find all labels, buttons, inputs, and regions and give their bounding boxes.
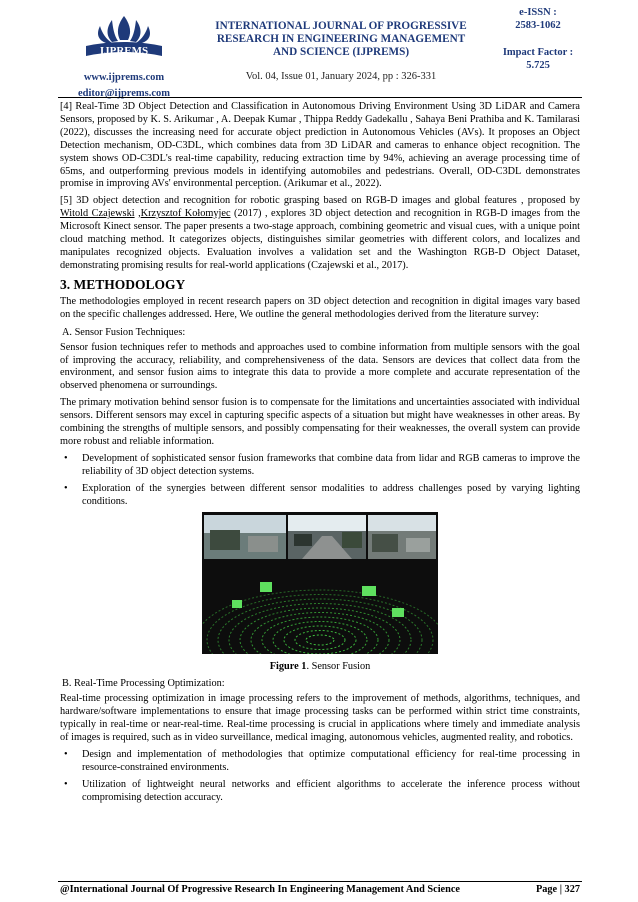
- footer-rule: [58, 881, 582, 882]
- list-item: • Development of sophisticated sensor fusion frameworks that combine data from lidar and RGB cameras to improve the reliability of 3D object detection systems.: [64, 452, 580, 477]
- lidar-ring: [251, 613, 389, 655]
- issn-label: e-ISSN :: [519, 7, 557, 18]
- lidar-ring: [306, 635, 334, 645]
- lidar-ring: [295, 631, 345, 650]
- subsection-b-paragraph-1: Real-time processing optimization in image processing refers to the improvement of methods, algorithms, techniques, and hardware/software implementations to ensure that image processing tasks can be performed within strict time constraints, typically in real-time or near-real-time. Real-time processing is crucial in applications where timely and immediate analysis of images is required, such as in video surveillance, medical imaging, autonomous vehicles, augmented reality, and robotics.: [60, 693, 580, 744]
- bullet-icon: •: [64, 778, 68, 790]
- volume-info: Vol. 04, Issue 01, January 2024, pp : 326-331: [245, 71, 437, 82]
- bullet-icon: •: [64, 749, 68, 761]
- list-item: • Utilization of lightweight neural networks and efficient algorithms to accelerate the inference process without compromising detection accuracy.: [64, 778, 580, 803]
- impact-value: 5.725: [526, 60, 550, 71]
- methodology-intro: The methodologies employed in recent research papers on 3D object detection and recognition in digital images vary based on the specific challenges addressed. Here, We outline the general methodologies derived from the literature survey:: [60, 295, 580, 320]
- footer-journal: @International Journal Of Progressive Research In Engineering Management And Science: [60, 884, 460, 895]
- header-rule: [58, 97, 582, 98]
- subsection-a-paragraph-2: The primary motivation behind sensor fusion is to compensate for the limitations and uncertainties associated with individual sensors. Different sensors may excel in capturing specific aspects of a situation but might have weaknesses in other areas. By combining the strengths of multiple sensors, and possibly compensating for their weaknesses, the overall system can provide more robust and reliable information.: [60, 397, 580, 447]
- impact-block: [494, 46, 582, 72]
- list-item: • Exploration of the synergies between different sensor modalities to address challenges posed by varying lighting conditions.: [64, 482, 580, 507]
- page-number: Page | 327: [535, 884, 580, 895]
- journal-title: INTERNATIONAL JOURNAL OF PROGRESSIVE RESEARCH IN ENGINEERING MANAGEMENT AND SCIENCE (IJPREMS): [215, 20, 467, 59]
- subsection-a-paragraph-1: Sensor fusion techniques refer to methods and approaches used to combine information from multiple sensors with the goal of improving the accuracy, reliability, and comprehensiveness of the data. Sensors are devices that collect data from the environment, and sensor fusion aims to integrate this data to provide a more complete and accurate representation of the observed phenomena or surroundings.: [60, 341, 580, 392]
- figure-caption: Figure 1. Sensor Fusion: [269, 661, 371, 673]
- page-header: [0, 0, 638, 98]
- bullet-icon: •: [64, 452, 68, 464]
- author-link-kolomyjec[interactable]: Krzysztof Kołomyjec: [140, 208, 231, 220]
- subsection-b-title: B. Real-Time Processing Optimization:: [62, 678, 225, 690]
- svg-text:IJPREMS: IJPREMS: [99, 45, 149, 57]
- subsection-b-bullets: [60, 749, 580, 805]
- impact-label: Impact Factor :: [502, 47, 574, 58]
- list-item: • Design and implementation of methodologies that optimize computational efficiency for real-time processing in resource-constrained environments.: [64, 749, 580, 773]
- section-heading-methodology: 3. METHODOLOGY: [60, 276, 186, 292]
- lidar-ring: [262, 617, 378, 654]
- subsection-a-title: A. Sensor Fusion Techniques:: [62, 326, 186, 338]
- reference-5: [5] 3D object detection and recognition for robotic grasping based on RGB-D images and global features , proposed by Witold Czajewski ,Krzysztof Kołomyjec (2017) , explores 3D object detection and recognition in RGB-D images from the Microsoft Kinect sensor. The paper presents a two-stage approach, combining geometric and visual cues, with a unique point cloud matching method. It categorizes objects, distinguishes similar geometries with different colors, and localizes and manipulates recognized objects. Evaluation involves a validation set and the Washington RGB-D Object Dataset, demonstrating promising results for real-world applications (Czajewski et al., 2017).: [60, 195, 580, 271]
- author-link-czajewski[interactable]: Witold Czajewski: [60, 208, 135, 220]
- email-link[interactable]: editor@ijprems.com: [77, 88, 171, 99]
- ijprems-logo: [68, 10, 180, 68]
- issn-block: [494, 6, 582, 32]
- website-link[interactable]: www.ijprems.com: [83, 72, 165, 83]
- issn-value: 2583-1062: [515, 20, 561, 31]
- sensor-fusion-illustration: [202, 512, 438, 654]
- reference-4: [4] Real-Time 3D Object Detection and Classification in Autonomous Driving Environment Using 3D LiDAR and Camera Sensors, proposed by K. S. Arikumar , A. Deepak Kumar , Thippa Reddy Gadekallu , Sahaya Beni Prathiba and K. Tamilarasi (2022), discusses the increasing need for accurate object prediction in Autonomous Vehicles (AVs). It proposes an Object Detection mechanism, OD-C3DL, which combines data from 3D LiDAR and cameras to enhance object recognition. The system shows OD-C3DL's real-time capability, reducing extraction time by 94%, achieving an average processing time of 65ms, and outperforming previous models in identifying automobiles and pedestrians. Overall, OD-C3DL demonstrates promise in improving AVs' environmental perception. (Arikumar et al., 2022).: [60, 101, 580, 190]
- figure-sensor-fusion-image: [202, 512, 438, 654]
- bullet-icon: •: [64, 482, 68, 494]
- page-content: [60, 101, 580, 809]
- subsection-a-bullets: [60, 453, 580, 509]
- lidar-ring: [218, 599, 422, 654]
